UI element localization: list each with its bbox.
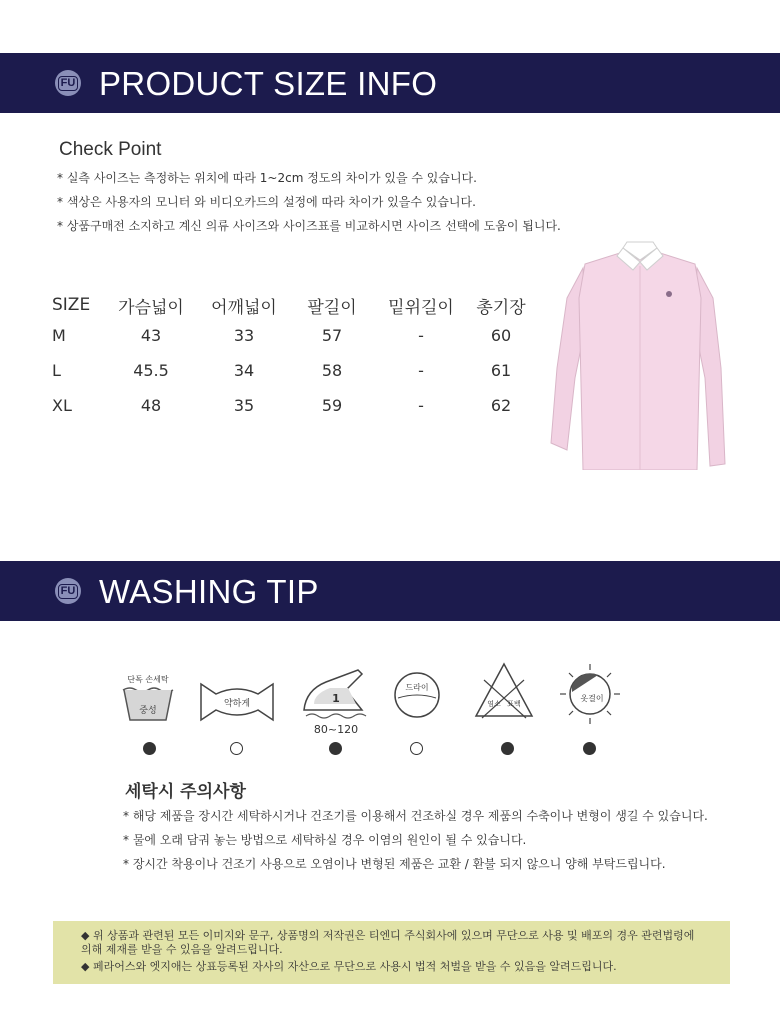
dry-clean-icon	[392, 670, 442, 720]
trademark-line: ◆ 페라어스와 엣지애는 상표등록된 자사의 자산으로 무단으로 사용시 법적 처벌을 받을 수 있음을 알려드립니다.	[81, 960, 617, 973]
table-cell: 43	[140, 326, 162, 345]
table-row	[50, 388, 540, 423]
table-cell: 35	[233, 396, 255, 415]
note-item: * 색상은 사용자의 모니터 와 비디오카드의 설정에 따라 차이가 있을수 있습니다.	[57, 195, 476, 209]
header-cell: 어깨넓이	[211, 297, 277, 318]
header-cell: 밑위길이	[388, 297, 454, 318]
table-cell: 62	[490, 396, 512, 415]
neutral-label: 중성	[139, 706, 157, 716]
table-cell: 58	[321, 361, 343, 380]
table-cell: 60	[490, 326, 512, 345]
table-cell: -	[418, 396, 424, 415]
table-cell: M	[52, 326, 66, 345]
unselected-dot	[410, 742, 423, 755]
dry-label: 드라이	[405, 683, 429, 692]
banner-title: PRODUCT SIZE INFO	[99, 65, 438, 102]
table-cell: 48	[140, 396, 162, 415]
table-row	[50, 353, 540, 388]
banner-title: WASHING TIP	[99, 573, 319, 610]
table-cell: 34	[233, 361, 255, 380]
iron-icon	[300, 666, 372, 738]
table-cell: 61	[490, 361, 512, 380]
size-table-header	[50, 292, 540, 318]
copyright-line: ◆ 위 상품과 관련된 모든 이미지와 문구, 상품명의 저작권은 티엔디 주식회사에 있으며 무단으로 사용 및 배포의 경우 관련법령에 의해 제재를 받을 수 있음을 알려드립니다.	[81, 929, 695, 956]
washing-tip-banner	[0, 561, 780, 621]
selected-dot	[583, 742, 596, 755]
header-cell: 총기장	[476, 297, 526, 318]
check-point-title: Check Point	[59, 139, 162, 160]
brand-logo-icon: FU	[55, 70, 81, 96]
bleach-label: 표백	[507, 700, 521, 708]
copyright-notice	[53, 921, 730, 984]
selected-dot	[143, 742, 156, 755]
brand-logo-icon: FU	[55, 578, 81, 604]
gentle-label: 약하게	[223, 699, 251, 709]
table-cell: XL	[52, 396, 72, 415]
table-cell: 33	[233, 326, 255, 345]
no-bleach-icon	[472, 660, 536, 720]
hand-wash-icon	[118, 668, 178, 724]
table-cell: 45.5	[133, 361, 169, 380]
table-cell: -	[418, 326, 424, 345]
note-item: * 실측 사이즈는 측정하는 위치에 따라 1~2cm 정도의 차이가 있을 수 있습니다.	[57, 171, 477, 185]
hang-dry-icon	[558, 662, 622, 726]
table-cell: -	[418, 361, 424, 380]
caution-item: * 해당 제품을 장시간 세탁하시거나 건조기를 이용해서 건조하실 경우 제품의 수축이나 변형이 생길 수 있습니다.	[123, 809, 708, 823]
gentle-wash-icon	[198, 680, 276, 724]
caution-item: * 장시간 착용이나 건조기 사용으로 오염이나 변형된 제품은 교환 / 환불 되지 않으니 양해 부탁드립니다.	[123, 857, 666, 871]
unselected-dot	[230, 742, 243, 755]
note-item: * 상품구매전 소지하고 계신 의류 사이즈와 사이즈표를 비교하시면 사이즈 선택에 도움이 됩니다.	[57, 219, 561, 233]
iron-temp-label: 80~120	[313, 723, 359, 736]
caution-item: * 물에 오래 담궈 놓는 방법으로 세탁하실 경우 이염의 원인이 될 수 있습니다.	[123, 833, 527, 847]
product-shirt-image	[545, 238, 735, 470]
caution-list	[123, 806, 708, 878]
product-size-banner	[0, 53, 780, 113]
hand-wash-label: 단독 손세탁	[127, 675, 169, 684]
table-cell: 57	[321, 326, 343, 345]
selected-dot	[329, 742, 342, 755]
table-cell: 59	[321, 396, 343, 415]
caution-title: 세탁시 주의사항	[125, 782, 246, 802]
hanger-label: 옷걸이	[580, 694, 604, 703]
size-table	[50, 292, 540, 423]
table-row	[50, 318, 540, 353]
header-cell: SIZE	[52, 295, 91, 315]
table-cell: L	[52, 361, 61, 380]
chlorine-label: 염소	[487, 700, 501, 708]
check-point-notes	[57, 168, 561, 240]
header-cell: 팔길이	[307, 297, 357, 318]
header-cell: 가슴넓이	[118, 297, 184, 318]
selected-dot	[501, 742, 514, 755]
iron-level-label: 1	[332, 692, 340, 705]
